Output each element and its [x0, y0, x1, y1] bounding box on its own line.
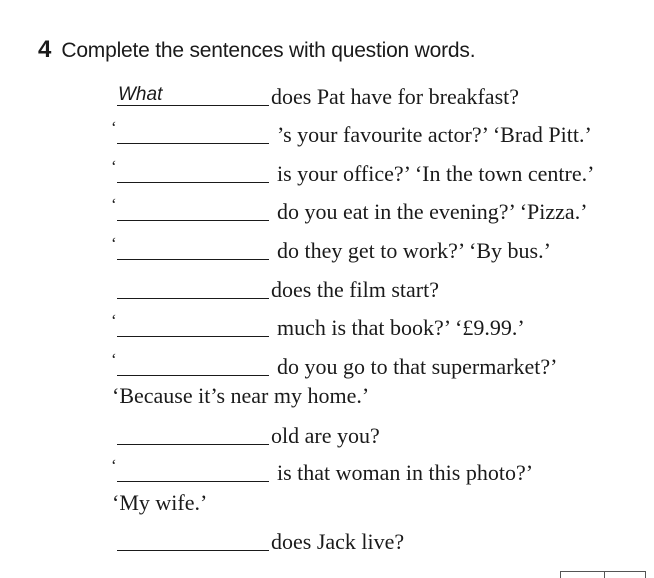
- exercise-heading: [38, 36, 475, 64]
- open-quote: ‘: [111, 118, 117, 137]
- question-text: does Jack live?: [271, 529, 405, 554]
- answer-blank[interactable]: [117, 550, 269, 551]
- answer-blank[interactable]: [117, 481, 269, 482]
- question-text: does the film start?: [271, 277, 440, 302]
- question-text: old are you?: [271, 423, 380, 448]
- open-quote: ‘: [111, 157, 117, 176]
- answer-blank[interactable]: [117, 220, 269, 221]
- open-quote: ‘: [111, 311, 117, 330]
- answer-blank[interactable]: [117, 259, 269, 260]
- answer-blank[interactable]: [117, 444, 269, 445]
- answer-blank[interactable]: [117, 105, 269, 106]
- item-8-continuation: ‘Because it’s near my home.’: [112, 383, 370, 408]
- question-text: does Pat have for breakfast?: [271, 84, 520, 109]
- exercise-title: Complete the sentences with question words.: [61, 39, 476, 62]
- answer-blank[interactable]: [117, 182, 269, 183]
- open-quote: ‘: [111, 195, 117, 214]
- answer-blank[interactable]: [117, 298, 269, 299]
- answer-text: What: [118, 84, 163, 105]
- item-10-continuation: ‘My wife.’: [112, 490, 208, 515]
- answer-blank[interactable]: [117, 143, 269, 144]
- question-text: do you go to that supermarket?’: [277, 354, 558, 379]
- open-quote: ‘: [111, 234, 117, 253]
- open-quote: ‘: [111, 350, 117, 369]
- exercise-number: 4: [38, 36, 52, 63]
- question-text: is your office?’ ‘In the town centre.’: [277, 161, 595, 186]
- question-text: ’s your favourite actor?’ ‘Brad Pitt.’: [277, 122, 592, 147]
- question-text: much is that book?’ ‘£9.99.’: [277, 315, 525, 340]
- question-text: do you eat in the evening?’ ‘Pizza.’: [277, 199, 588, 224]
- question-text: do they get to work?’ ‘By bus.’: [277, 238, 551, 263]
- question-text: is that woman in this photo?’: [277, 460, 534, 485]
- answer-blank[interactable]: [117, 336, 269, 337]
- open-quote: ‘: [111, 456, 117, 475]
- answer-blank[interactable]: [117, 375, 269, 376]
